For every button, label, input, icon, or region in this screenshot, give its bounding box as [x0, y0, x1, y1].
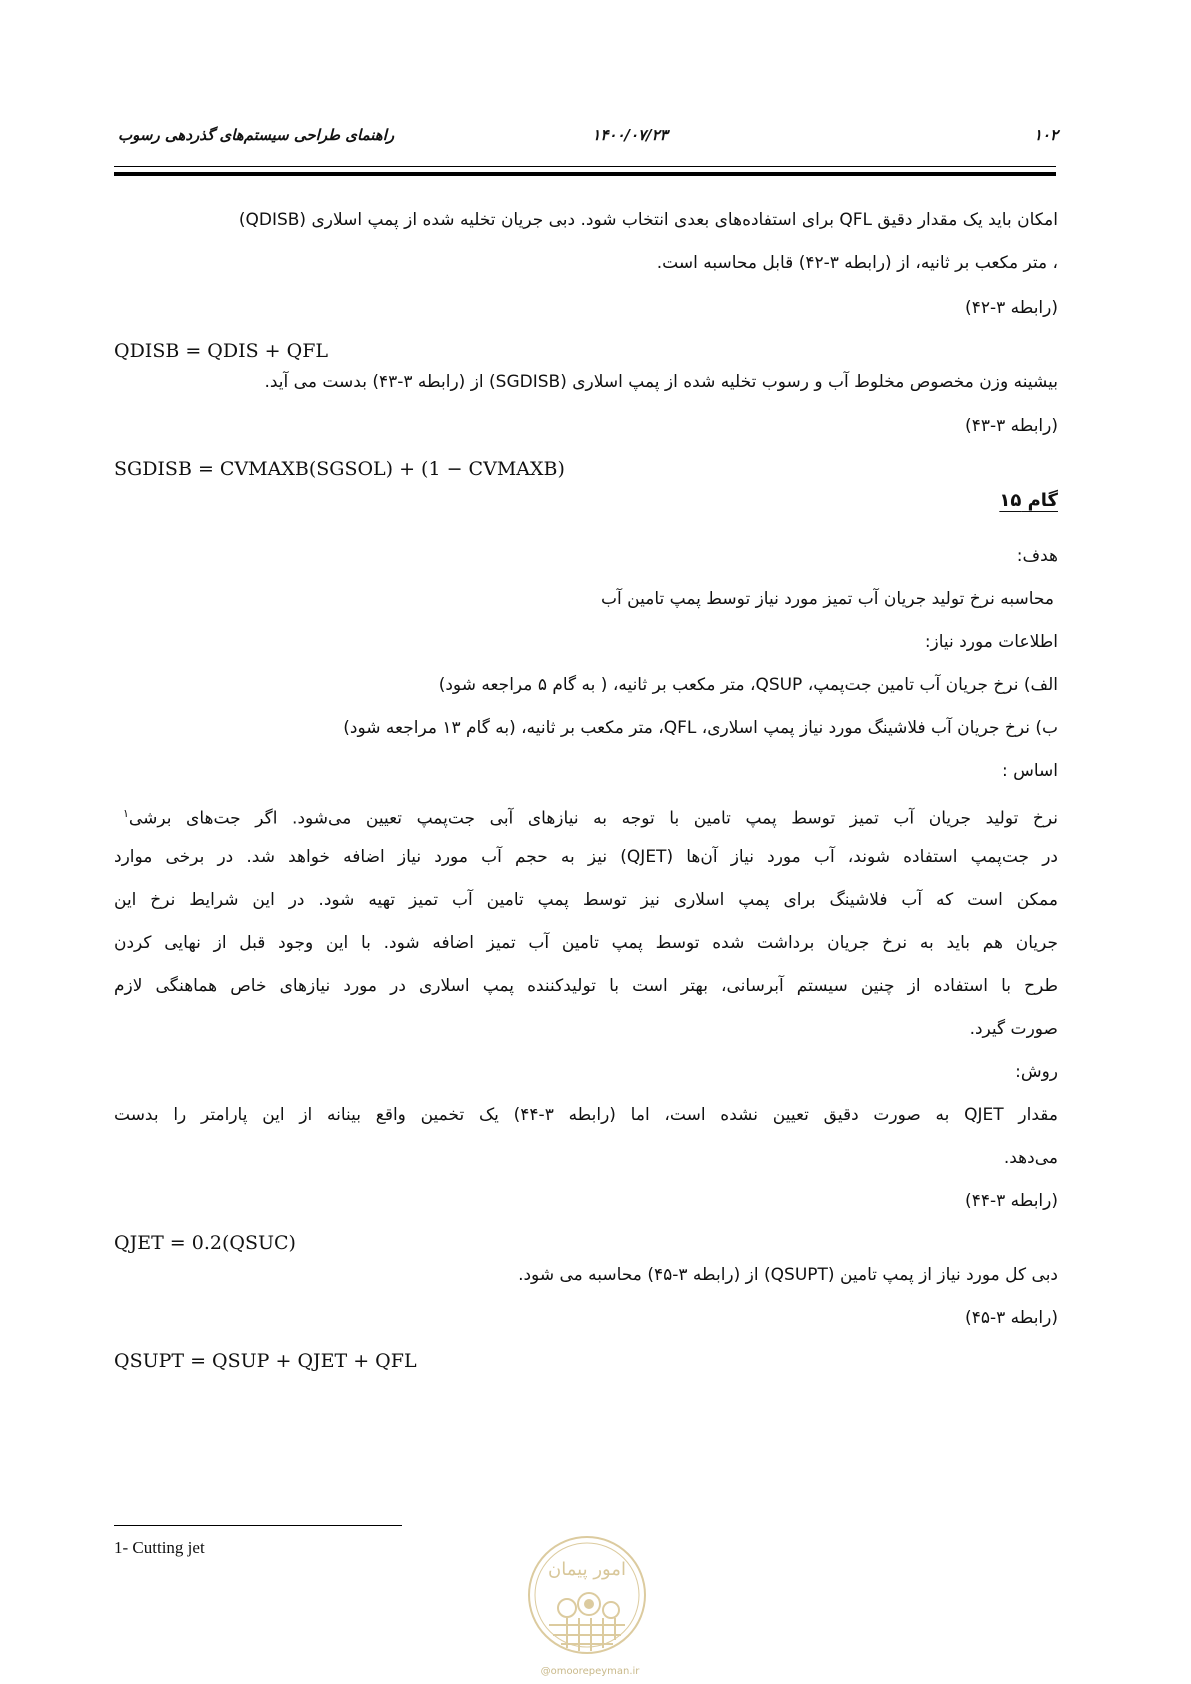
paragraph-line: ، متر مکعب بر ثانیه، از (رابطه ۳-۴۲) قابل محاسبه است. — [656, 253, 1058, 273]
equation: QSUPT = QSUP + QJET + QFL — [114, 1350, 417, 1372]
equation: QJET = 0.2(QSUC) — [114, 1232, 296, 1254]
watermark-logo-icon — [527, 1530, 647, 1660]
goal-label: هدف: — [1016, 546, 1058, 566]
equation-reference: (رابطه ۳-۴۳) — [965, 416, 1058, 436]
footnote-marker: ۱ — [123, 807, 129, 820]
equation: QDISB = QDIS + QFL — [114, 340, 329, 362]
footnote-rule — [114, 1525, 402, 1526]
paragraph-line: امکان باید یک مقدار دقیق QFL برای استفاده‌های بعدی انتخاب شود. دبی جریان تخلیه شده از پمپ اسلاری (QDISB) — [238, 210, 1058, 230]
paragraph-line — [123, 802, 1058, 831]
footnote-text: 1- Cutting jet — [114, 1538, 205, 1557]
equation-reference: (رابطه ۳-۴۵) — [965, 1308, 1058, 1328]
paragraph-line: در جت‌پمپ استفاده شوند، آب مورد نیاز آن‌ها (QJET) نیز به حجم آب مورد نیاز اضافه خواهد شد. در برخی موارد — [114, 847, 1058, 867]
equation: SGDISB = CVMAXB(SGSOL) + (1 − CVMAXB) — [114, 458, 565, 480]
paragraph-line: ممکن است که آب فلاشینگ برای پمپ اسلاری نیز توسط پمپ تامین آب تمیز تهیه شود. در این شرایط نرخ این — [114, 890, 1058, 910]
book-title: راهنمای طراحی سیستم‌های گذردهی رسوب — [118, 126, 395, 144]
header-date: ۱۴۰۰/۰۷/۲۳ — [592, 126, 668, 144]
header-rule-thin — [114, 166, 1056, 167]
watermark-url: @omoorepeyman.ir — [540, 1666, 640, 1677]
paragraph-line: جریان هم باید به نرخ جریان برداشت شده توسط پمپ تامین آب تمیز اضافه شود. با این وجود قبل از نهایی کردن — [114, 933, 1058, 953]
paragraph-line: بیشینه وزن مخصوص مخلوط آب و رسوب تخلیه شده از پمپ اسلاری (SGDISB) از (رابطه ۳-۴۳) بدست می آید. — [264, 372, 1058, 392]
paragraph-line: صورت گیرد. — [969, 1019, 1058, 1039]
header-rule-thick — [114, 172, 1056, 176]
paragraph-line: می‌دهد. — [1003, 1148, 1058, 1168]
basis-text: نرخ تولید جریان آب تمیز توسط پمپ تامین با توجه به نیازهای آبی جت‌پمپ تعیین می‌شود. اگر جت‌های برشی — [128, 808, 1058, 829]
method-label: روش: — [1015, 1062, 1058, 1082]
watermark-logo-text: امور پیمان — [548, 1559, 626, 1580]
info-item-b: ب) نرخ جریان آب فلاشینگ مورد نیاز پمپ اسلاری، QFL، متر مکعب بر ثانیه، (به گام ۱۳ مراجعه شود) — [343, 718, 1058, 738]
info-label: اطلاعات مورد نیاز: — [924, 632, 1058, 652]
step-heading: گام ۱۵ — [999, 490, 1058, 511]
goal-text: محاسبه نرخ تولید جریان آب تمیز مورد نیاز توسط پمپ تامین آب — [601, 589, 1054, 609]
equation-reference: (رابطه ۳-۴۲) — [965, 298, 1058, 318]
paragraph-line: دبی کل مورد نیاز از پمپ تامین (QSUPT) از (رابطه ۳-۴۵) محاسبه می شود. — [518, 1265, 1058, 1285]
basis-label: اساس : — [1001, 761, 1058, 781]
info-item-a: الف) نرخ جریان آب تامین جت‌پمپ، QSUP، متر مکعب بر ثانیه، ( به گام ۵ مراجعه شود) — [438, 675, 1058, 695]
paragraph-line: مقدار QJET به صورت دقیق تعیین نشده است، اما (رابطه ۳-۴۴) یک تخمین واقع بینانه از این پارامتر را بدست — [114, 1105, 1058, 1125]
equation-reference: (رابطه ۳-۴۴) — [965, 1191, 1058, 1211]
page-number: ۱۰۲ — [1033, 126, 1058, 144]
paragraph-line: طرح با استفاده از چنین سیستم آبرسانی، بهتر است با تولیدکننده پمپ اسلاری در مورد نیازهای خاص هماهنگی لازم — [114, 976, 1058, 996]
